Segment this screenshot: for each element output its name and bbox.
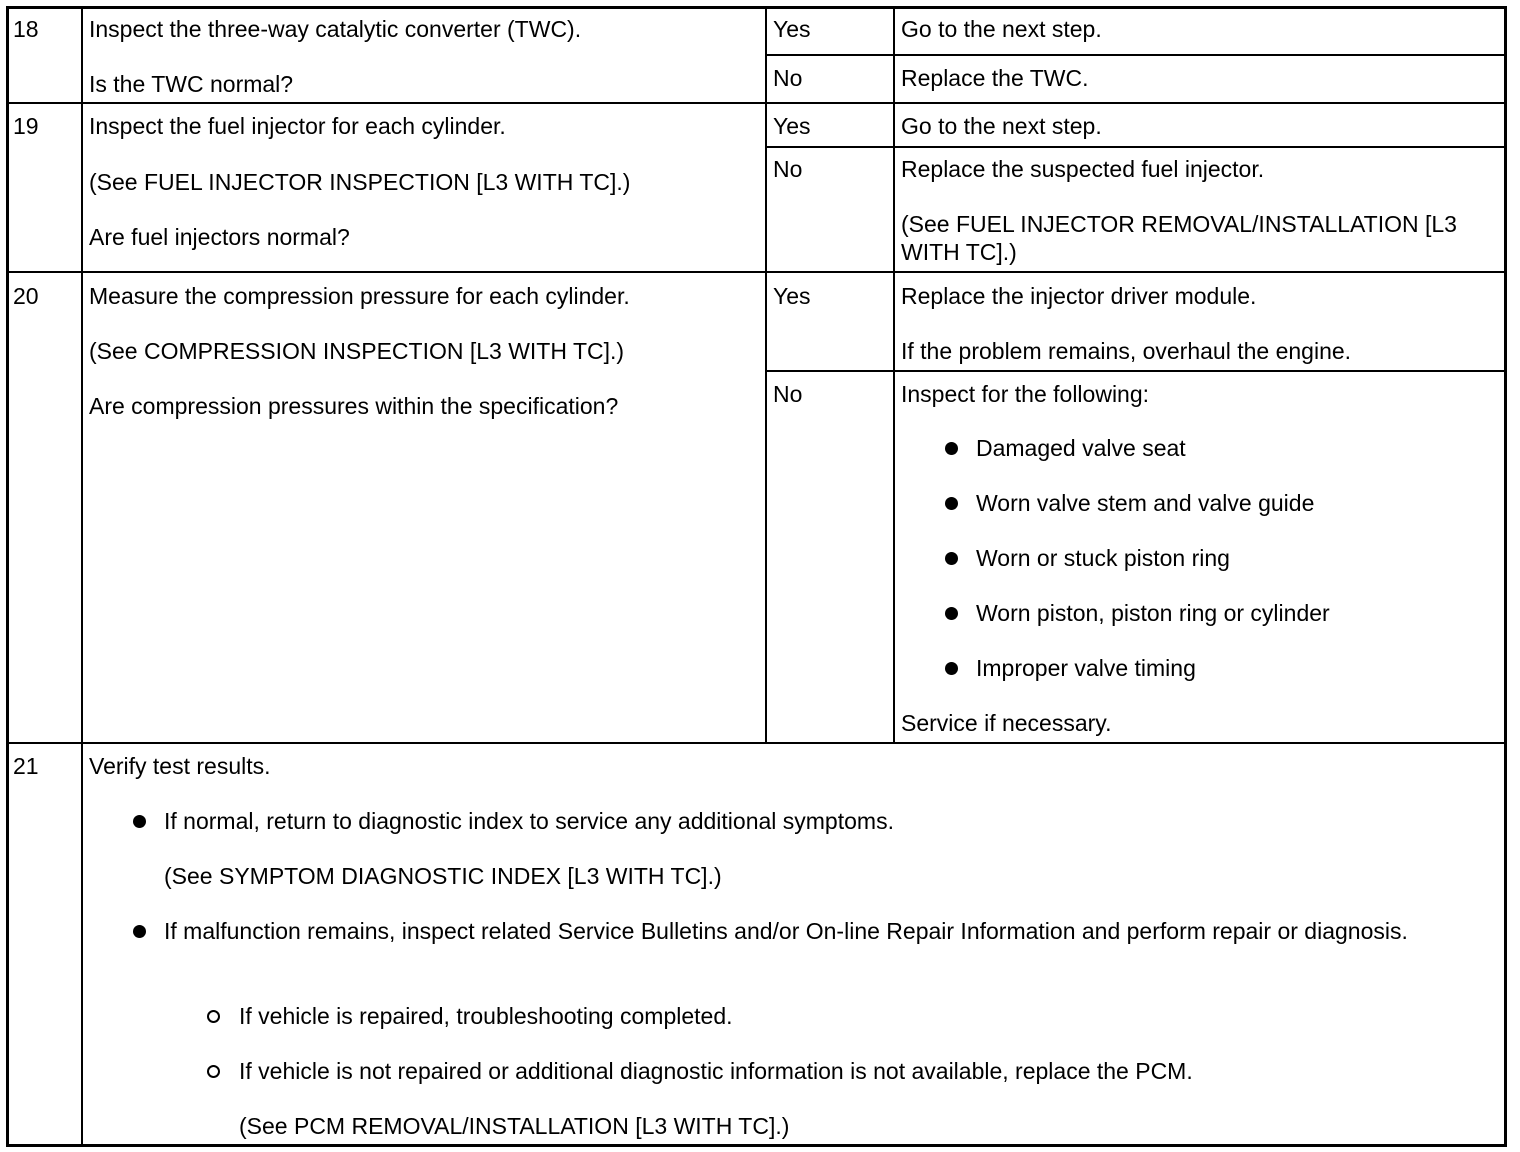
bullet-icon	[133, 815, 146, 828]
no-result: Replace the TWC.	[901, 65, 1089, 91]
list-item: Worn or stuck piston ring	[976, 545, 1230, 571]
yes-no-divider	[766, 370, 1507, 372]
yes-result: Go to the next step.	[901, 113, 1102, 139]
action-reference: (See COMPRESSION INSPECTION [L3 WITH TC].)	[89, 338, 625, 364]
action-text: Measure the compression pressure for each cylinder.	[89, 283, 630, 309]
step-number: 18	[13, 16, 39, 42]
row-divider	[6, 271, 1507, 273]
no-label: No	[773, 381, 803, 407]
yes-label: Yes	[773, 16, 811, 42]
sub-list-item-reference: (See PCM REMOVAL/INSTALLATION [L3 WITH TC].)	[239, 1113, 790, 1139]
no-result-intro: Inspect for the following:	[901, 381, 1150, 407]
yes-no-divider	[766, 146, 1507, 148]
bullet-icon	[945, 497, 958, 510]
bullet-icon	[945, 442, 958, 455]
row-divider	[6, 742, 1507, 744]
list-item: Worn piston, piston ring or cylinder	[976, 600, 1330, 626]
no-label: No	[773, 65, 803, 91]
action-text: Inspect the three-way catalytic converter (TWC).	[89, 16, 582, 42]
yes-result: Replace the injector driver module.	[901, 283, 1257, 309]
yes-result: If the problem remains, overhaul the engine.	[901, 338, 1352, 364]
bullet-icon	[133, 925, 146, 938]
step-number: 19	[13, 113, 39, 139]
no-label: No	[773, 156, 803, 182]
sub-list-item: If vehicle is not repaired or additional diagnostic information is not available, replace the PCM.	[239, 1058, 1193, 1084]
list-item: If malfunction remains, inspect related Service Bulletins and/or On-line Repair Information and perform repair or diagnosis.	[164, 918, 1408, 944]
no-result-reference: (See FUEL INJECTOR REMOVAL/INSTALLATION [L3 WITH TC].)	[901, 211, 1457, 265]
action-question: Are fuel injectors normal?	[89, 224, 350, 250]
column-divider	[893, 6, 895, 743]
yes-result: Go to the next step.	[901, 16, 1102, 42]
step-number: 21	[13, 753, 39, 779]
step-number: 20	[13, 283, 39, 309]
bullet-icon	[945, 552, 958, 565]
list-item: Damaged valve seat	[976, 435, 1186, 461]
action-question: Is the TWC normal?	[89, 71, 294, 97]
no-result-outro: Service if necessary.	[901, 710, 1112, 736]
sub-bullet-icon	[207, 1010, 220, 1023]
yes-label: Yes	[773, 113, 811, 139]
list-item: Worn valve stem and valve guide	[976, 490, 1315, 516]
no-result: Replace the suspected fuel injector.	[901, 156, 1265, 182]
action-reference: (See FUEL INJECTOR INSPECTION [L3 WITH TC].)	[89, 169, 631, 195]
yes-no-divider	[766, 54, 1507, 56]
row-divider	[6, 102, 1507, 104]
list-item-reference: (See SYMPTOM DIAGNOSTIC INDEX [L3 WITH TC].)	[164, 863, 722, 889]
action-text: Verify test results.	[89, 753, 271, 779]
action-text: Inspect the fuel injector for each cylinder.	[89, 113, 506, 139]
bullet-icon	[945, 662, 958, 675]
bullet-icon	[945, 607, 958, 620]
list-item: If normal, return to diagnostic index to service any additional symptoms.	[164, 808, 894, 834]
list-item: Improper valve timing	[976, 655, 1196, 681]
column-divider	[765, 6, 767, 743]
sub-list-item: If vehicle is repaired, troubleshooting completed.	[239, 1003, 733, 1029]
action-question: Are compression pressures within the specification?	[89, 393, 619, 419]
yes-label: Yes	[773, 283, 811, 309]
sub-bullet-icon	[207, 1065, 220, 1078]
column-divider	[81, 6, 83, 1147]
